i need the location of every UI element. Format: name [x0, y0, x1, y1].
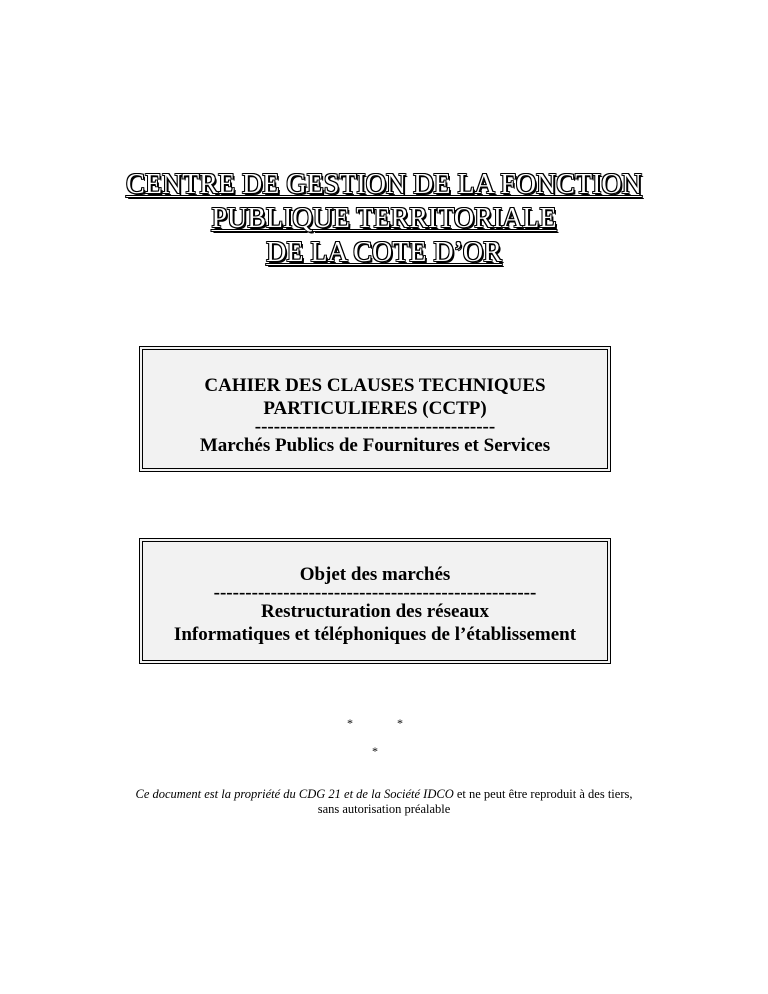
title-line-1: CENTRE DE GESTION DE LA FONCTION: [126, 169, 642, 200]
title-line-3: DE LA COTE D’OR: [266, 237, 502, 268]
copyright-notice: [0, 787, 768, 817]
star-2: *: [397, 716, 403, 730]
footer-normal-part: et ne peut être reproduit à des tiers,: [453, 787, 633, 801]
star-3: *: [372, 744, 378, 758]
footer-line-1: [0, 787, 768, 802]
cctp-line-1: CAHIER DES CLAUSES TECHNIQUES: [204, 375, 546, 396]
objet-separator: ---------------------------------------------------: [213, 586, 537, 600]
cctp-line-3: Marchés Publics de Fournitures et Services: [199, 435, 551, 456]
objet-line-2: Informatiques et téléphoniques de l’établissement: [173, 624, 577, 645]
star-1: *: [347, 716, 353, 730]
footer-italic-part: Ce document est la propriété du CDG 21 et de la Société IDCO: [135, 787, 454, 801]
cctp-line-2: PARTICULIERES (CCTP): [263, 398, 487, 419]
cctp-box: [139, 346, 611, 472]
cctp-separator: --------------------------------------: [254, 420, 496, 434]
objet-line-1: Restructuration des réseaux: [261, 601, 489, 622]
footer-line-2: sans autorisation préalable: [317, 802, 451, 816]
document-title: [0, 168, 768, 270]
objet-heading: Objet des marchés: [299, 564, 451, 585]
title-line-2: PUBLIQUE TERRITORIALE: [211, 203, 557, 234]
objet-box: [139, 538, 611, 664]
